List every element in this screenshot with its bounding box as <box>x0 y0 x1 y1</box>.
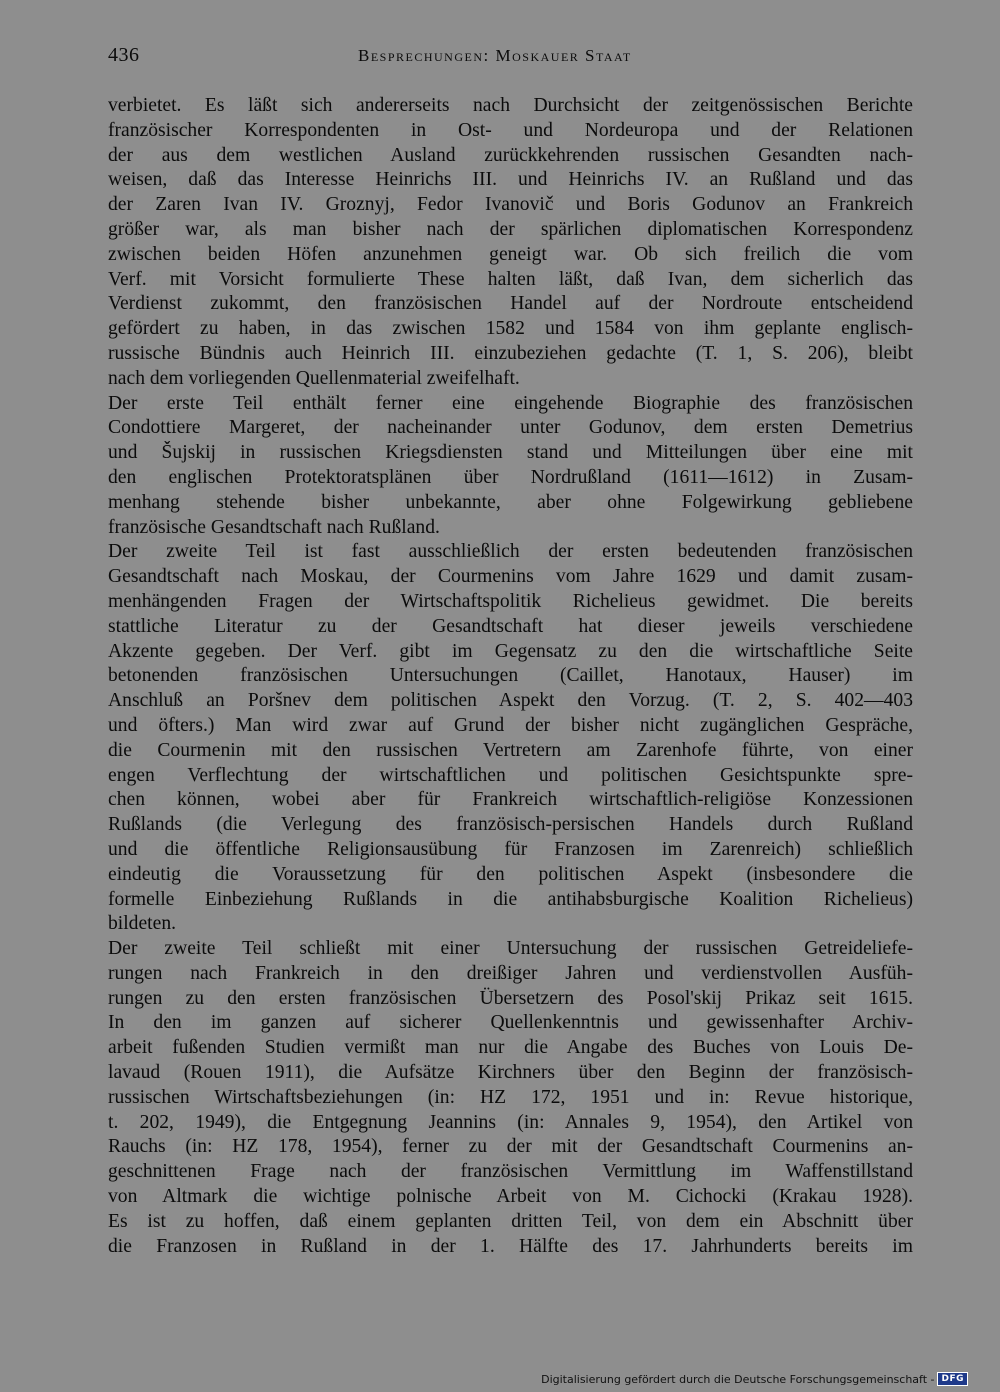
text-line: engen Verflechtung der wirtschaftlichen und politischen Gesichtspunkte spre- <box>108 764 913 786</box>
text-line: der Zaren Ivan IV. Groznyj, Fedor Ivanovič und Boris Godunov an Frankreich <box>108 194 913 216</box>
text-line: Es ist zu hoffen, daß einem geplanten dritten Teil, von dem ein Abschnitt über <box>108 1210 913 1232</box>
text-line: weisen, daß das Interesse Heinrichs III. und Heinrichs IV. an Rußland und das <box>108 169 913 191</box>
text-line: eindeutig die Voraussetzung für den politischen Aspekt (insbesondere die <box>108 863 913 885</box>
text-line: nach dem vorliegenden Quellenmaterial zweifelhaft. <box>108 367 520 389</box>
text-line: stattliche Literatur zu der Gesandtschaft hat dieser jeweils verschiedene <box>108 615 913 637</box>
text-line: Der zweite Teil schließt mit einer Untersuchung der russischen Getreideliefe- <box>108 938 913 960</box>
text-line: Akzente gegeben. Der Verf. gibt im Gegensatz zu den die wirtschaftliche Seite <box>108 640 913 662</box>
digitization-credit <box>541 1372 968 1386</box>
text-line: Verf. mit Vorsicht formulierte These halten läßt, daß Ivan, dem sicherlich das <box>108 268 913 290</box>
text-line: menhängenden Fragen der Wirtschaftspolitik Richelieus gewidmet. Die bereits <box>108 590 913 612</box>
text-line: menhang stehende bisher unbekannte, aber ohne Folgewirkung gebliebene <box>108 491 913 513</box>
text-line: arbeit fußenden Studien vermißt man nur die Angabe des Buches von Louis De- <box>108 1037 913 1059</box>
text-line: französischer Korrespondenten in Ost- und Nordeuropa und der Relationen <box>108 119 913 141</box>
text-line: Rußlands (die Verlegung des französisch-persischen Handels durch Rußland <box>108 814 913 836</box>
text-line: bildeten. <box>108 913 177 935</box>
text-line: und öfters.) Man wird zwar auf Grund der bisher nicht zugänglichen Gespräche, <box>108 714 913 736</box>
text-line: der aus dem westlichen Ausland zurückkehrenden russischen Gesandten nach- <box>108 144 913 166</box>
text-line: Rauchs (in: HZ 178, 1954), ferner zu der mit der Gesandtschaft Courmenins an- <box>108 1136 913 1158</box>
text-line: die Courmenin mit den russischen Vertretern am Zarenhofe führte, von einer <box>108 739 913 761</box>
dfg-logo: DFG <box>937 1372 968 1386</box>
text-line: die Franzosen in Rußland in der 1. Hälfte des 17. Jahrhunderts bereits im <box>108 1235 913 1257</box>
text-line: und Šujskij in russischen Kriegsdiensten stand und Mitteilungen über eine mit <box>108 442 913 464</box>
text-line: gefördert zu haben, in das zwischen 1582 und 1584 von ihm geplante englisch- <box>108 318 913 340</box>
text-line: Der zweite Teil ist fast ausschließlich der ersten bedeutenden französischen <box>108 541 913 563</box>
credit-text: Digitalisierung gefördert durch die Deutsche Forschungsgemeinschaft - <box>541 1372 935 1386</box>
text-line: rungen nach Frankreich in den dreißiger Jahren und verdienstvollen Ausfüh- <box>108 962 913 984</box>
text-line: Verdienst zukommt, den französischen Handel auf der Nordroute entscheidend <box>108 293 913 315</box>
text-line: Gesandtschaft nach Moskau, der Courmenins vom Jahre 1629 und damit zusam- <box>108 566 913 588</box>
text-line: Der erste Teil enthält ferner eine eingehende Biographie des französischen <box>108 392 913 414</box>
text-line: von Altmark die wichtige polnische Arbeit von M. Cichocki (Krakau 1928). <box>108 1186 913 1208</box>
text-line: t. 202, 1949), die Entgegnung Jeannins (in: Annales 9, 1954), den Artikel von <box>108 1111 913 1133</box>
text-line: formelle Einbeziehung Rußlands in die antihabsburgische Koalition Richelieus) <box>108 888 913 910</box>
text-line: lavaud (Rouen 1911), die Aufsätze Kirchners über den Beginn der französisch- <box>108 1062 913 1084</box>
text-line: verbietet. Es läßt sich andererseits nach Durchsicht der zeitgenössischen Berichte <box>108 95 913 116</box>
text-line: russischen Wirtschaftsbeziehungen (in: HZ 172, 1951 und in: Revue historique, <box>108 1086 913 1108</box>
text-line: zwischen beiden Höfen anzunehmen geneigt war. Ob sich freilich die vom <box>108 243 913 265</box>
text-line: Anschluß an Poršnev dem politischen Aspekt den Vorzug. (T. 2, S. 402—403 <box>108 690 913 712</box>
text-line: Condottiere Margeret, der nacheinander unter Godunov, dem ersten Demetrius <box>108 417 913 439</box>
page-number: 436 <box>108 44 140 66</box>
text-line: größer war, als man bisher nach der spärlichen diplomatischen Korrespondenz <box>108 218 913 240</box>
text-line: russische Bündnis auch Heinrich III. einzubeziehen gedachte (T. 1, S. 206), bleibt <box>108 342 913 364</box>
text-line: In den im ganzen auf sicherer Quellenkenntnis und gewissenhafter Archiv- <box>108 1012 913 1034</box>
text-line: den englischen Protektoratsplänen über Nordrußland (1611—1612) in Zusam- <box>108 466 913 488</box>
text-line: chen können, wobei aber für Frankreich wirtschaftlich-religiöse Konzessionen <box>108 789 913 811</box>
text-line: rungen zu den ersten französischen Übersetzern des Posol'skij Prikaz seit 1615. <box>108 987 913 1009</box>
text-line: französische Gesandtschaft nach Rußland. <box>108 516 440 538</box>
page-header <box>108 44 913 76</box>
text-line: geschnittenen Frage nach der französischen Vermittlung im Waffenstillstand <box>108 1161 913 1183</box>
text-line: und die öffentliche Religionsausübung für Franzosen im Zarenreich) schließlich <box>108 838 913 860</box>
running-title: Besprechungen: Moskauer Staat <box>358 46 632 65</box>
text-line: betonenden französischen Untersuchungen (Caillet, Hanotaux, Hauser) im <box>108 665 913 687</box>
review-text <box>108 94 913 1259</box>
